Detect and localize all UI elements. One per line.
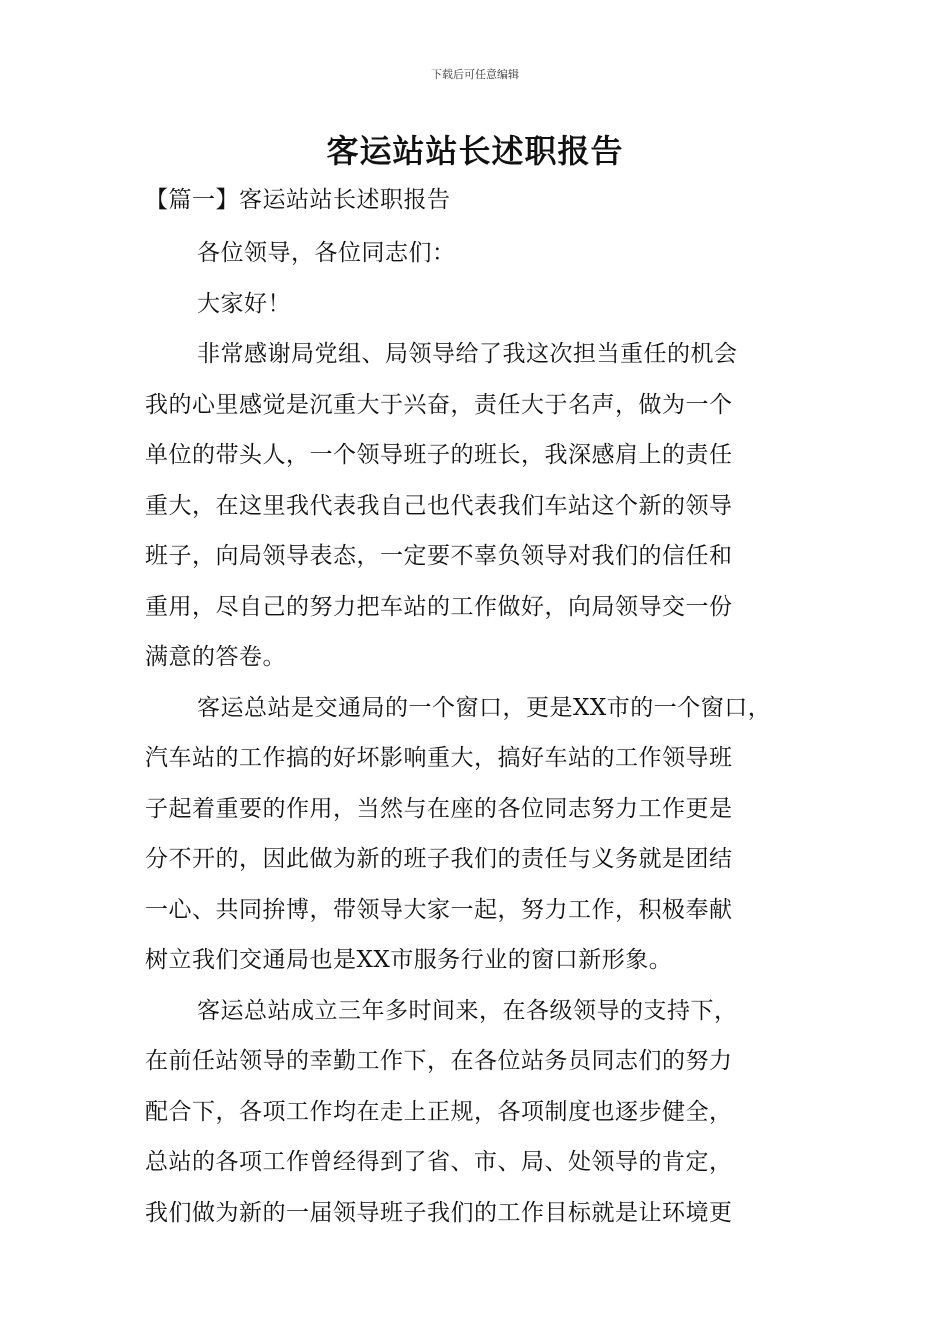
paragraph-line: 客运总站成立三年多时间来，在各级领导的支持下， (197, 997, 738, 1024)
paragraph-line: 重用，尽自己的努力把车站的工作做好，向局领导交一份 (145, 593, 733, 620)
paragraph-line: 在前任站领导的幸勤工作下，在各位站务员同志们的努力 (145, 1048, 733, 1074)
paragraph-line: 我们做为新的一届领导班子我们的工作目标就是让环境更 (145, 1199, 733, 1226)
paragraph-line: 汽车站的工作搞的好坏影响重大，搞好车站的工作领导班 (145, 745, 733, 771)
paragraph-line: 分不开的，因此做为新的班子我们的责任与义务就是团结 (145, 846, 733, 872)
paragraph-line: 一心、共同拚博，带领导大家一起，努力工作，积极奉献 (145, 896, 733, 923)
paragraph-line: 满意的答卷。 (145, 644, 286, 670)
paragraph-line: 子起着重要的作用，当然与在座的各位同志努力工作更是 (145, 795, 733, 822)
document-body (145, 228, 810, 1238)
salutation-line: 各位领导，各位同志们： (197, 240, 456, 266)
document-title: 客运站站长述职报告 (326, 132, 624, 170)
paragraph-line: 客运总站是交通局的一个窗口，更是XX市的一个窗口， (197, 694, 772, 721)
paragraph-line: 班子，向局领导表态，一定要不辜负领导对我们的信任和 (145, 543, 733, 569)
greeting-line: 大家好！ (197, 290, 291, 317)
paragraph-line: 配合下，各项工作均在走上正规，各项制度也逐步健全， (145, 1098, 733, 1125)
paragraph-line: 单位的带头人，一个领导班子的班长，我深感肩上的责任 (145, 442, 733, 468)
paragraph-line: 非常感谢局党组、局领导给了我这次担当重任的机会 (197, 341, 738, 367)
paragraph-line: 树立我们交通局也是XX市服务行业的窗口新形象。 (145, 947, 673, 973)
paragraph-line: 我的心里感觉是沉重大于兴奋，责任大于名声，做为一个 (145, 391, 733, 418)
paragraph-line: 重大，在这里我代表我自己也代表我们车站这个新的领导 (145, 492, 733, 519)
header-note: 下载后可任意编辑 (431, 68, 519, 81)
paragraph-line: 总站的各项工作曾经得到了省、市、局、处领导的肯定， (145, 1149, 733, 1175)
section-heading: 【篇一】客运站站长述职报告 (145, 187, 451, 213)
